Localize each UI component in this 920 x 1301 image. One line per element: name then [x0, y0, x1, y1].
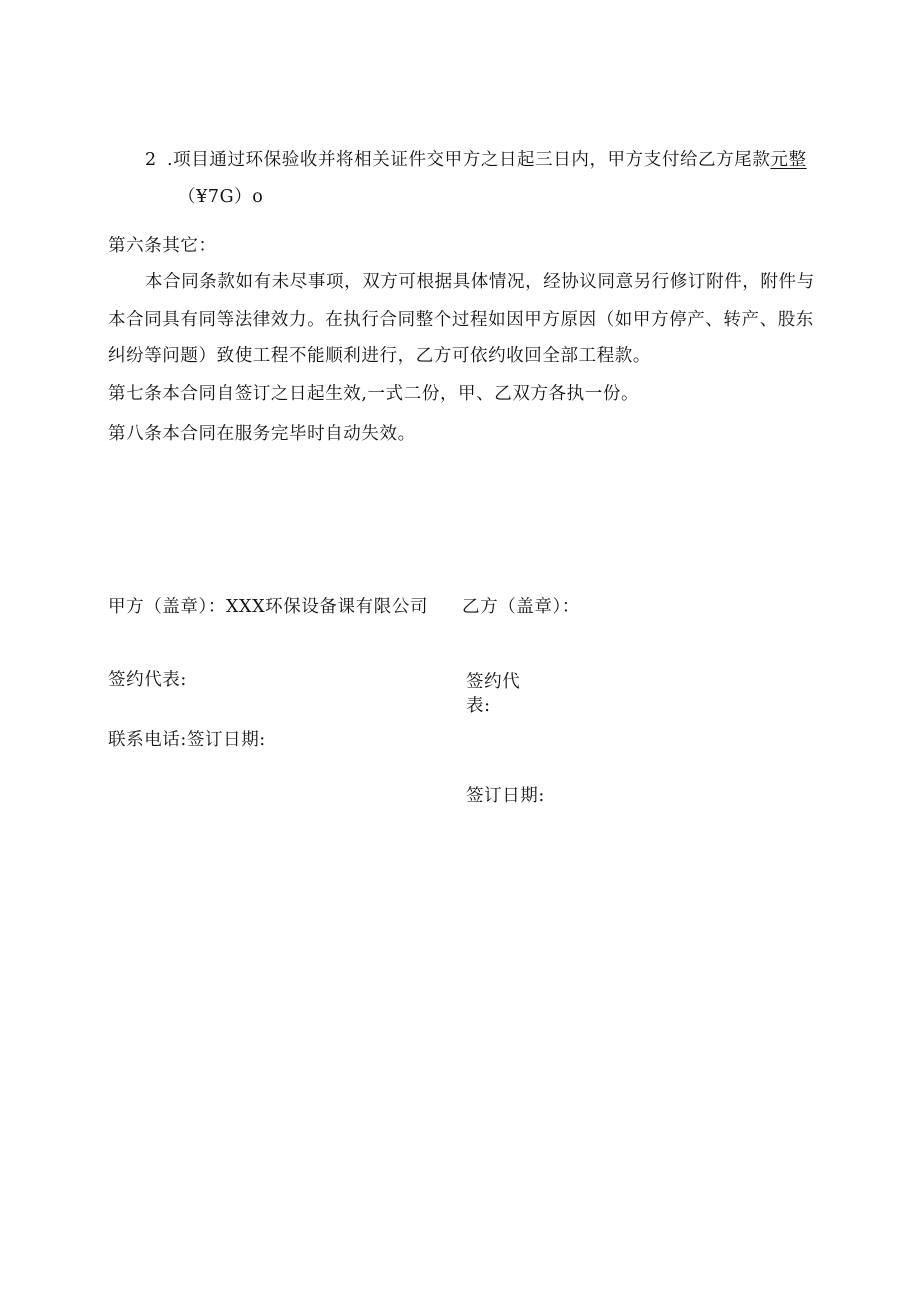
article-8: 第八条本合同在服务完毕时自动失效。 — [108, 424, 416, 444]
clause-2-underlined-amount: 元整 — [770, 150, 807, 170]
article-6-heading: 第六条其它： — [108, 236, 217, 256]
article-6-paragraph-line-3: 纠纷等问题）致使工程不能顺利进行，乙方可依约收回全部工程款。 — [108, 346, 651, 366]
party-b-seal: 乙方（盖章）： — [462, 597, 580, 617]
party-a-contact-date: 联系电话:签订日期: — [108, 730, 266, 750]
clause-2-number: 2 — [145, 150, 157, 170]
clause-2-text: .项目通过环保验收并将相关证件交甲方之日起三日内，甲方支付给乙方尾款 — [167, 150, 771, 170]
article-7: 第七条本合同自签订之日起生效,一式二份，甲、乙双方各执一份。 — [108, 384, 640, 404]
article-6-paragraph-line-2: 本合同具有同等法律效力。在执行合同整个过程如因甲方原因（如甲方停产、转产、股东 — [108, 310, 814, 330]
party-b-representative-line-2: 表: — [466, 696, 491, 716]
article-6-paragraph-line-1: 本合同条款如有未尽事项，双方可根据具体情况，经协议同意另行修订附件，附件与 — [145, 272, 815, 292]
party-b-representative-line-1: 签约代 — [466, 672, 521, 692]
party-a-representative: 签约代表: — [108, 670, 187, 690]
party-b-sign-date: 签订日期: — [466, 786, 545, 806]
clause-2-amount: （¥7G）o — [178, 187, 264, 207]
party-a-seal: 甲方（盖章）：XXX环保设备课有限公司 — [108, 597, 429, 617]
clause-2-line — [145, 152, 807, 170]
